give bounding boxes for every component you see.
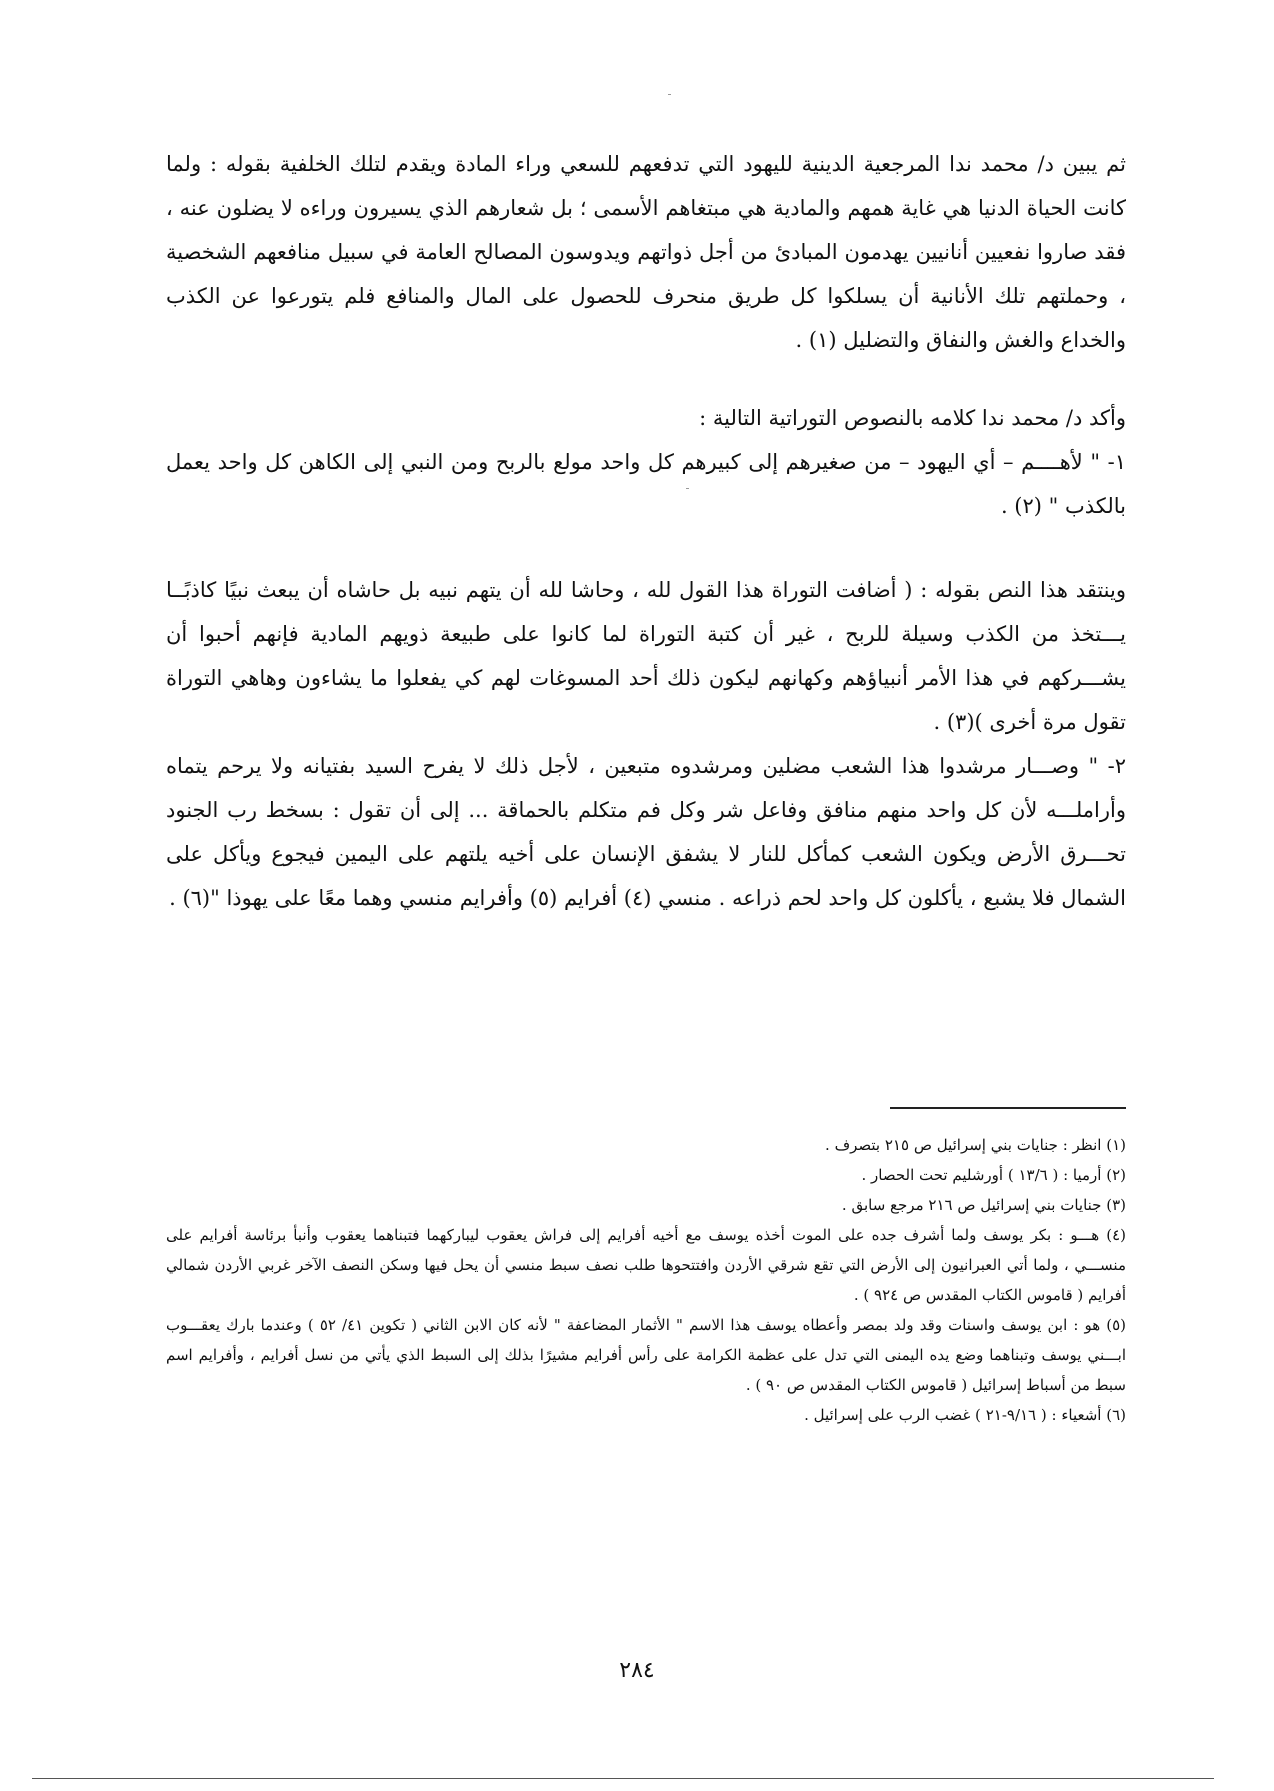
footnote-separator	[890, 1107, 1126, 1109]
footnote-6: (٦) أشعياء : ( ٩/١٦-٢١ ) غضب الرب على إسرائيل .	[804, 1406, 1126, 1424]
footnote-4: (٤) هـــو : بكر يوسف ولما أشرف جده على الموت أخذه يوسف مع أخيه أفرايم إلى فراش يعقوب ليباركهما فتبناهما يعقوب وأنبأ برئاسة أفرايم على منســـي ، ولما أتي العبرانيون إلى الأرض التي تقع شرقي الأردن وافتتحوها طلب نصف سبط منسي أن يحل فيها وسكن النصف الآخر غربي الأردن شمالي أفرايم ( قاموس الكتاب المقدس ص ٩٢٤ ) .	[166, 1226, 1126, 1304]
scan-speck	[668, 94, 671, 95]
footnote-3: (٣) جنايات بني إسرائيل ص ٢١٦ مرجع سابق .	[841, 1196, 1126, 1214]
main-text	[166, 142, 1126, 920]
paragraph-quote-1: ١- " لأهــــم – أي اليهود – من صغيرهم إلى كبيرهم كل واحد مولع بالربح ومن النبي إلى الكاهن كل واحد يعمل بالكذب " (٢) .	[166, 450, 1126, 518]
paragraph-quote-2: ٢- " وصـــار مرشدوا هذا الشعب مضلين ومرشدوه متبعين ، لأجل ذلك لا يفرح السيد بفتيانه ولا يرحم يتماه وأراملـــه لأن كل واحد منهم منافق وفاعل شر وكل فم متكلم بالحماقة ... إلى أن تقول : بسخط رب الجنود تحـــرق الأرض ويكون الشعب كمأكل للنار لا يشفق الإنسان على أخيه يلتهم على اليمين فيجوع ويأكل على الشمال فلا يشبع ، يأكلون كل واحد لحم ذراعه . منسي (٤) أفرايم (٥) وأفرايم منسي وهما معًا على يهوذا "(٦) .	[166, 754, 1126, 910]
paragraph-intro: ثم يبين د/ محمد ندا المرجعية الدينية لليهود التي تدفعهم للسعي وراء المادة ويقدم لتلك الخلفية بقوله : ولما كانت الحياة الدنيا هي غاية همهم والمادية هي مبتغاهم الأسمى ؛ بل شعارهم الذي يسيرون وراءه لا يضلون عنه ، فقد صاروا نفعيين أنانيين يهدمون المبادئ من أجل ذواتهم ويدوسون المصالح العامة في سبيل منافعهم الشخصية ، وحملتهم تلك الأنانية أن يسلكوا كل طريق منحرف للحصول على المال والمنافع فلم يتورعوا عن الكذب والخداع والغش والنفاق والتضليل (١) .	[166, 152, 1126, 352]
footnote-1: (١) انظر : جنايات بني إسرائيل ص ٢١٥ بتصرف .	[825, 1136, 1126, 1154]
page-number: ٢٨٤	[619, 1658, 655, 1683]
scan-edge-line	[32, 1778, 1214, 1779]
paragraph-critique: وينتقد هذا النص بقوله : ( أضافت التوراة هذا القول لله ، وحاشا لله أن يتهم نبيه بل حاشاه أن يبعث نبيًا كاذبًــا يـــتخذ من الكذب وسيلة للربح ، غير أن كتبة التوراة لما كانوا على طبيعة ذويهم المادية فإنهم أحبوا أن يشـــركهم في هذا الأمر أنبياؤهم وكهانهم ليكون ذلك أحد المسوغات لهم كي يفعلوا ما يشاءون وهاهي التوراة تقول مرة أخرى )(٣) .	[166, 578, 1126, 734]
footnote-5: (٥) هو : ابن يوسف واسنات وقد ولد بمصر وأعطاه يوسف هذا الاسم " الأثمار المضاعفة " لأنه كان الابن الثاني ( تكوين ٤١/ ٥٢ ) وعندما بارك يعقـــوب ابـــني يوسف وتبناهما وضع يده اليمنى التي تدل على عظمة الكرامة على رأس أفرايم مشيرًا بذلك إلى السبط الذي يأتي من نسل أفرايم ، وأفرايم اسم سبط من أسباط إسرائيل ( قاموس الكتاب المقدس ص ٩٠ ) .	[166, 1316, 1126, 1394]
footnotes-section	[166, 1130, 1126, 1430]
footnote-2: (٢) أرميا : ( ١٣/٦ ) أورشليم تحت الحصار .	[861, 1166, 1126, 1184]
paragraph-gap	[166, 362, 1126, 396]
paragraph-gap	[166, 528, 1126, 568]
paragraph-emphasis: وأكد د/ محمد ندا كلامه بالنصوص التوراتية التالية :	[699, 406, 1126, 430]
